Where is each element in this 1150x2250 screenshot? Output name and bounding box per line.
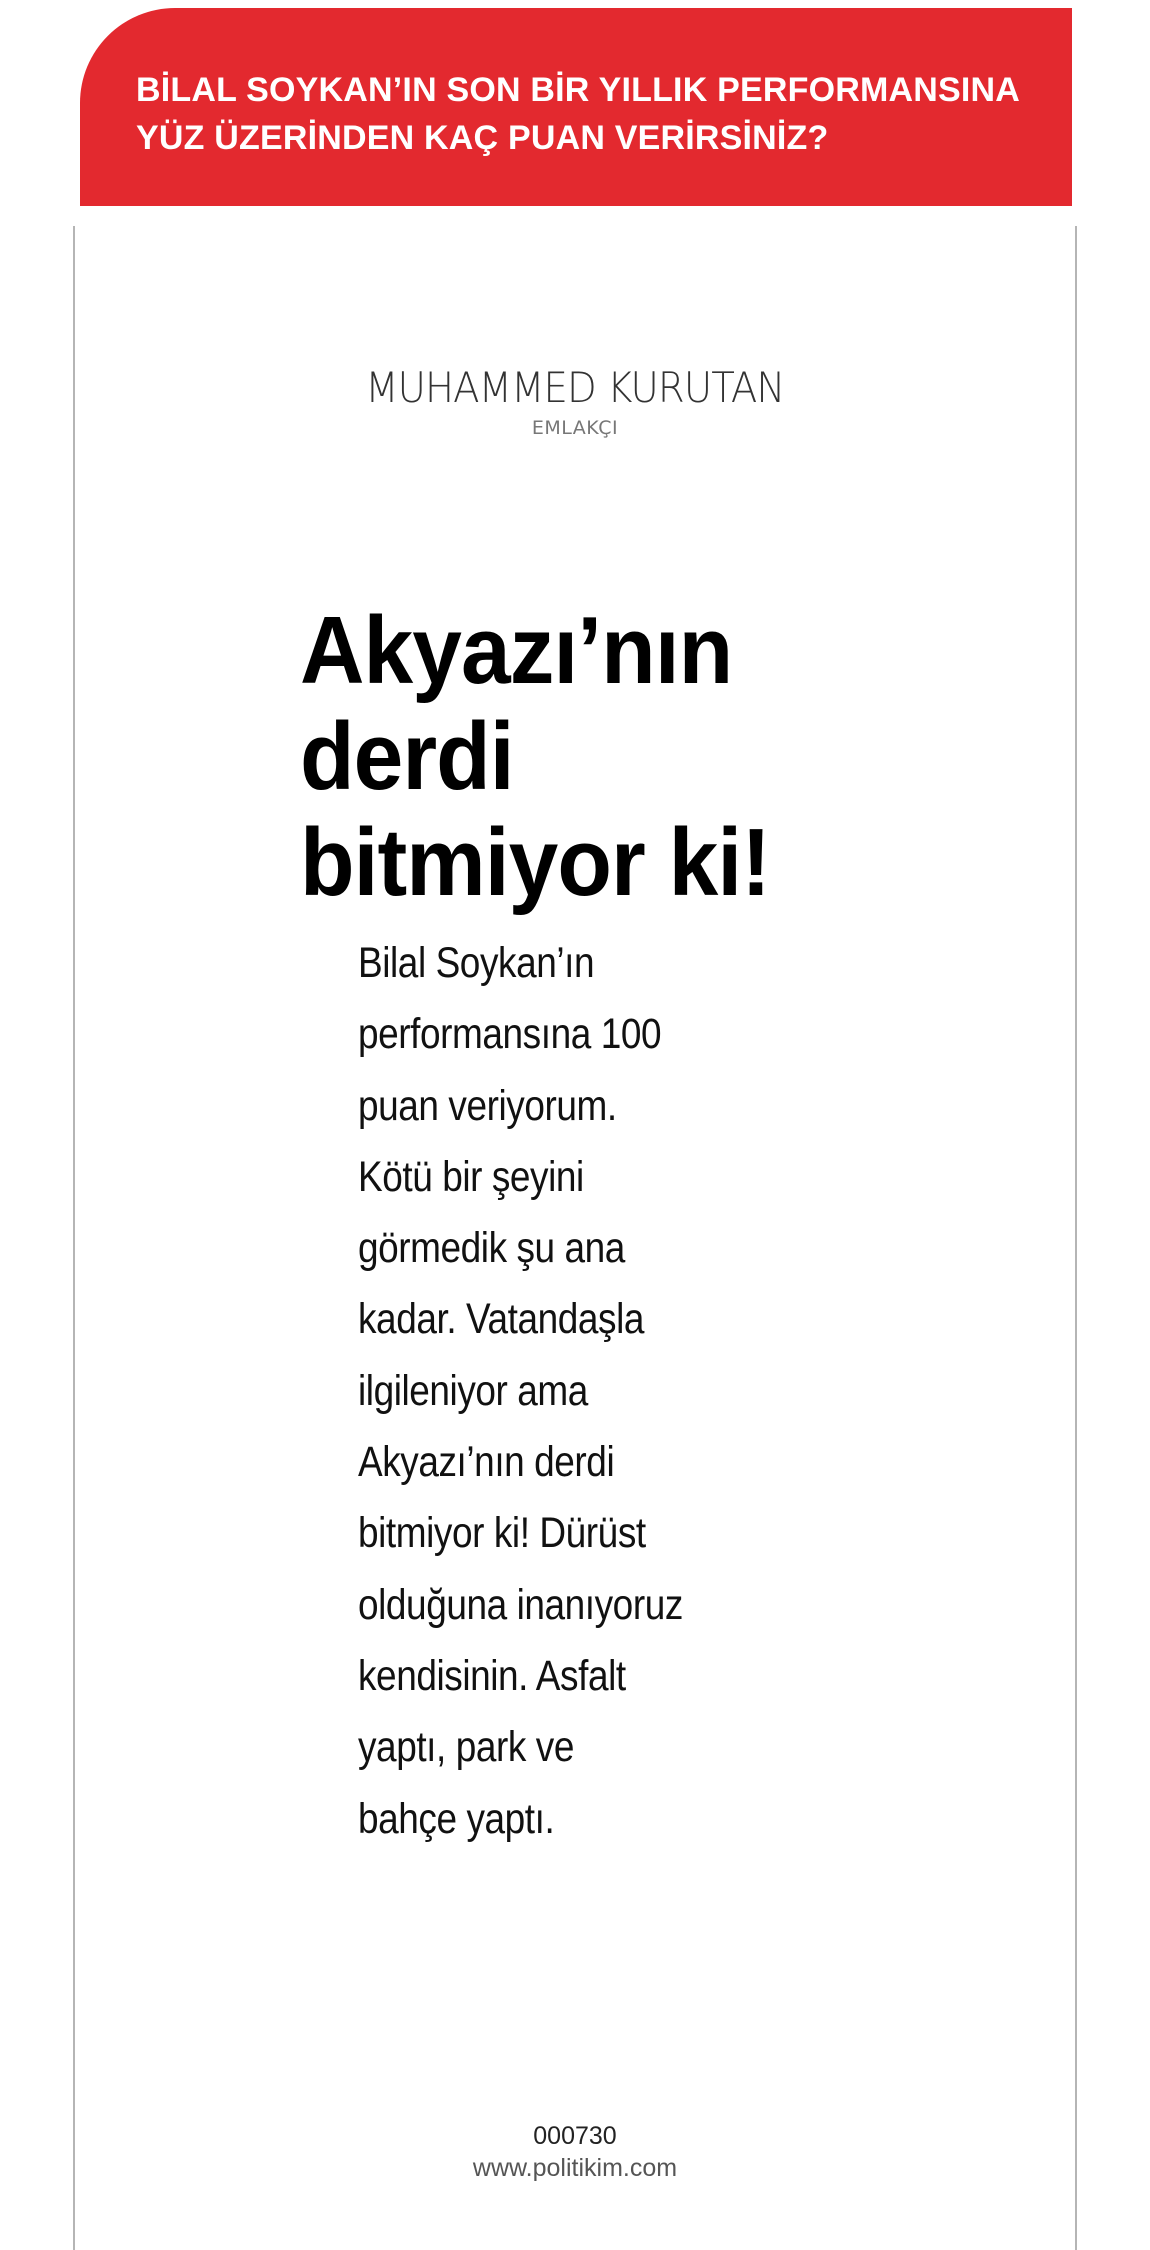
quote-body [358,928,702,1855]
quote-line: performansına 100 [358,1010,662,1059]
quote-line: puan veriyorum. [358,1081,617,1130]
quote-line: yaptı, park ve [358,1723,574,1772]
headline-line-3: bitmiyor ki! [300,809,771,916]
quote-line: bahçe yaptı. [358,1794,555,1843]
quote-line: bitmiyor ki! Dürüst [358,1509,646,1558]
quote-line: görmedik şu ana [358,1224,625,1273]
quote-line: kendisinin. Asfalt [358,1651,626,1700]
quote-line: Kötü bir şeyini [358,1152,584,1201]
question-text [136,66,1042,162]
quote-line: olduğuna inanıyoruz [358,1580,683,1629]
page-code: 000730 [533,2122,617,2150]
headline-line-2: derdi [300,703,514,810]
quote-line: Akyazı’nın derdi [358,1438,615,1487]
frame-right-rule [1075,226,1077,2250]
respondent-name: MUHAMMED KURUTAN [365,363,785,412]
quote-line: kadar. Vatandaşla [358,1295,645,1344]
question-line-1: BİLAL SOYKAN’IN SON BİR YILLIK PERFORMANSINA [136,71,1021,109]
question-line-2: YÜZ ÜZERİNDEN KAÇ PUAN VERİRSİNİZ? [136,119,829,157]
website-link[interactable]: www.politikim.com [472,2154,678,2182]
headline [300,598,821,916]
quote-line: ilgileniyor ama [358,1366,588,1415]
respondent-occupation: EMLAKÇI [531,417,619,439]
footer [0,2120,1150,2184]
question-banner [80,8,1072,206]
respondent-block [0,360,1150,440]
headline-line-1: Akyazı’nın [300,597,733,704]
frame-left-rule [73,226,75,2250]
quote-line: Bilal Soykan’ın [358,939,595,987]
